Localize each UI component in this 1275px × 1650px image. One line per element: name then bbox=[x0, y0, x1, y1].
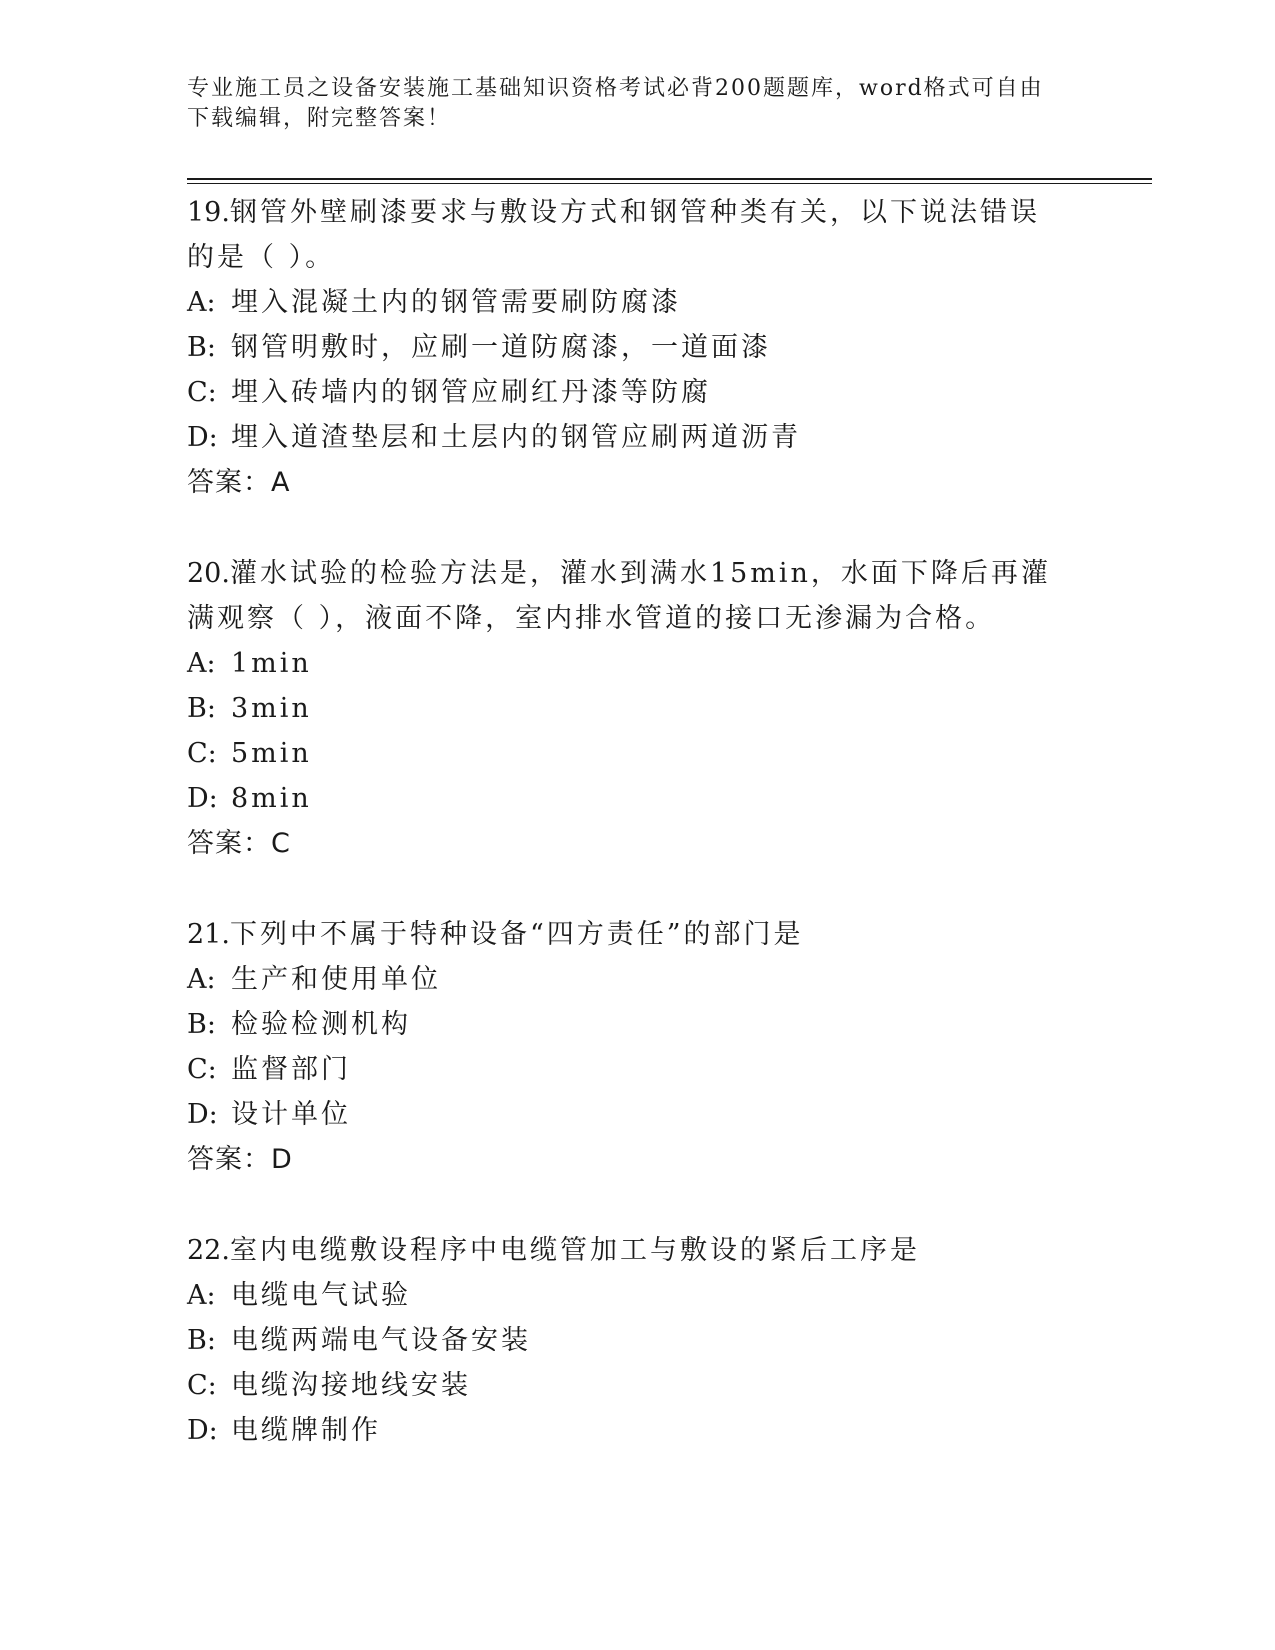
option-text: 电缆沟接地线安装 bbox=[231, 1370, 471, 1401]
answer-line: 答案：A bbox=[187, 467, 291, 498]
option-d bbox=[187, 415, 1067, 460]
header-divider-thin bbox=[187, 183, 1152, 184]
option-a bbox=[187, 1273, 1067, 1318]
option-key: A: bbox=[187, 648, 216, 679]
option-text: 埋入混凝土内的钢管需要刷防腐漆 bbox=[231, 287, 681, 318]
question-list bbox=[187, 190, 1067, 1499]
option-a bbox=[187, 957, 1067, 1002]
question-stem bbox=[187, 551, 1067, 641]
question-text: 下列中不属于特种设备“四方责任”的部门是 bbox=[229, 919, 804, 950]
question-text: 灌水试验的检验方法是，灌水到满水15min，水面下降后再灌满观察（ ），液面不降，室内排水管道的接口无渗漏为合格。 bbox=[187, 558, 1051, 634]
answer-line: 答案：D bbox=[187, 1144, 293, 1175]
option-text: 5min bbox=[231, 738, 312, 769]
question-number: 20. bbox=[187, 558, 230, 589]
question-22 bbox=[187, 1228, 1067, 1453]
question-stem bbox=[187, 912, 1067, 957]
option-c bbox=[187, 370, 1067, 415]
question-number: 21. bbox=[187, 919, 230, 950]
option-text: 生产和使用单位 bbox=[231, 964, 441, 995]
option-text: 检验检测机构 bbox=[231, 1009, 411, 1040]
question-text: 钢管外壁刷漆要求与敷设方式和钢管种类有关，以下说法错误的是（ ）。 bbox=[187, 197, 1040, 273]
option-key: A: bbox=[187, 287, 216, 318]
question-text: 室内电缆敷设程序中电缆管加工与敷设的紧后工序是 bbox=[229, 1235, 920, 1266]
option-key: D: bbox=[187, 1099, 218, 1130]
option-d bbox=[187, 1408, 1067, 1453]
option-key: C: bbox=[187, 377, 217, 408]
option-a bbox=[187, 280, 1067, 325]
option-c bbox=[187, 731, 1067, 776]
option-key: B: bbox=[187, 1325, 216, 1356]
option-text: 埋入砖墙内的钢管应刷红丹漆等防腐 bbox=[231, 377, 711, 408]
option-d bbox=[187, 776, 1067, 821]
option-c bbox=[187, 1047, 1067, 1092]
option-text: 8min bbox=[231, 783, 312, 814]
option-text: 电缆牌制作 bbox=[231, 1415, 381, 1446]
question-stem bbox=[187, 190, 1067, 280]
option-key: B: bbox=[187, 1009, 216, 1040]
option-key: D: bbox=[187, 422, 218, 453]
document-header: 专业施工员之设备安装施工基础知识资格考试必背200题题库，word格式可自由下载编辑，附完整答案！ bbox=[187, 76, 1044, 131]
option-text: 电缆两端电气设备安装 bbox=[231, 1325, 531, 1356]
question-number: 19. bbox=[187, 197, 230, 228]
option-text: 1min bbox=[231, 648, 312, 679]
option-key: C: bbox=[187, 1370, 217, 1401]
option-b bbox=[187, 1318, 1067, 1363]
option-b bbox=[187, 325, 1067, 370]
question-21 bbox=[187, 912, 1067, 1182]
option-text: 电缆电气试验 bbox=[231, 1280, 411, 1311]
option-b bbox=[187, 686, 1067, 731]
option-text: 设计单位 bbox=[231, 1099, 351, 1130]
answer-line: 答案：C bbox=[187, 828, 291, 859]
option-key: B: bbox=[187, 332, 216, 363]
option-b bbox=[187, 1002, 1067, 1047]
option-key: C: bbox=[187, 1054, 217, 1085]
option-key: D: bbox=[187, 783, 218, 814]
option-c bbox=[187, 1363, 1067, 1408]
option-text: 钢管明敷时，应刷一道防腐漆，一道面漆 bbox=[231, 332, 771, 363]
question-stem bbox=[187, 1228, 1067, 1273]
option-a bbox=[187, 641, 1067, 686]
option-key: C: bbox=[187, 738, 217, 769]
question-20 bbox=[187, 551, 1067, 866]
question-19 bbox=[187, 190, 1067, 505]
option-text: 监督部门 bbox=[231, 1054, 351, 1085]
option-text: 3min bbox=[231, 693, 312, 724]
option-key: A: bbox=[187, 1280, 216, 1311]
header-divider-thick bbox=[187, 178, 1152, 180]
question-number: 22. bbox=[187, 1235, 230, 1266]
option-key: A: bbox=[187, 964, 216, 995]
option-key: B: bbox=[187, 693, 216, 724]
option-d bbox=[187, 1092, 1067, 1137]
option-text: 埋入道渣垫层和土层内的钢管应刷两道沥青 bbox=[231, 422, 801, 453]
option-key: D: bbox=[187, 1415, 218, 1446]
